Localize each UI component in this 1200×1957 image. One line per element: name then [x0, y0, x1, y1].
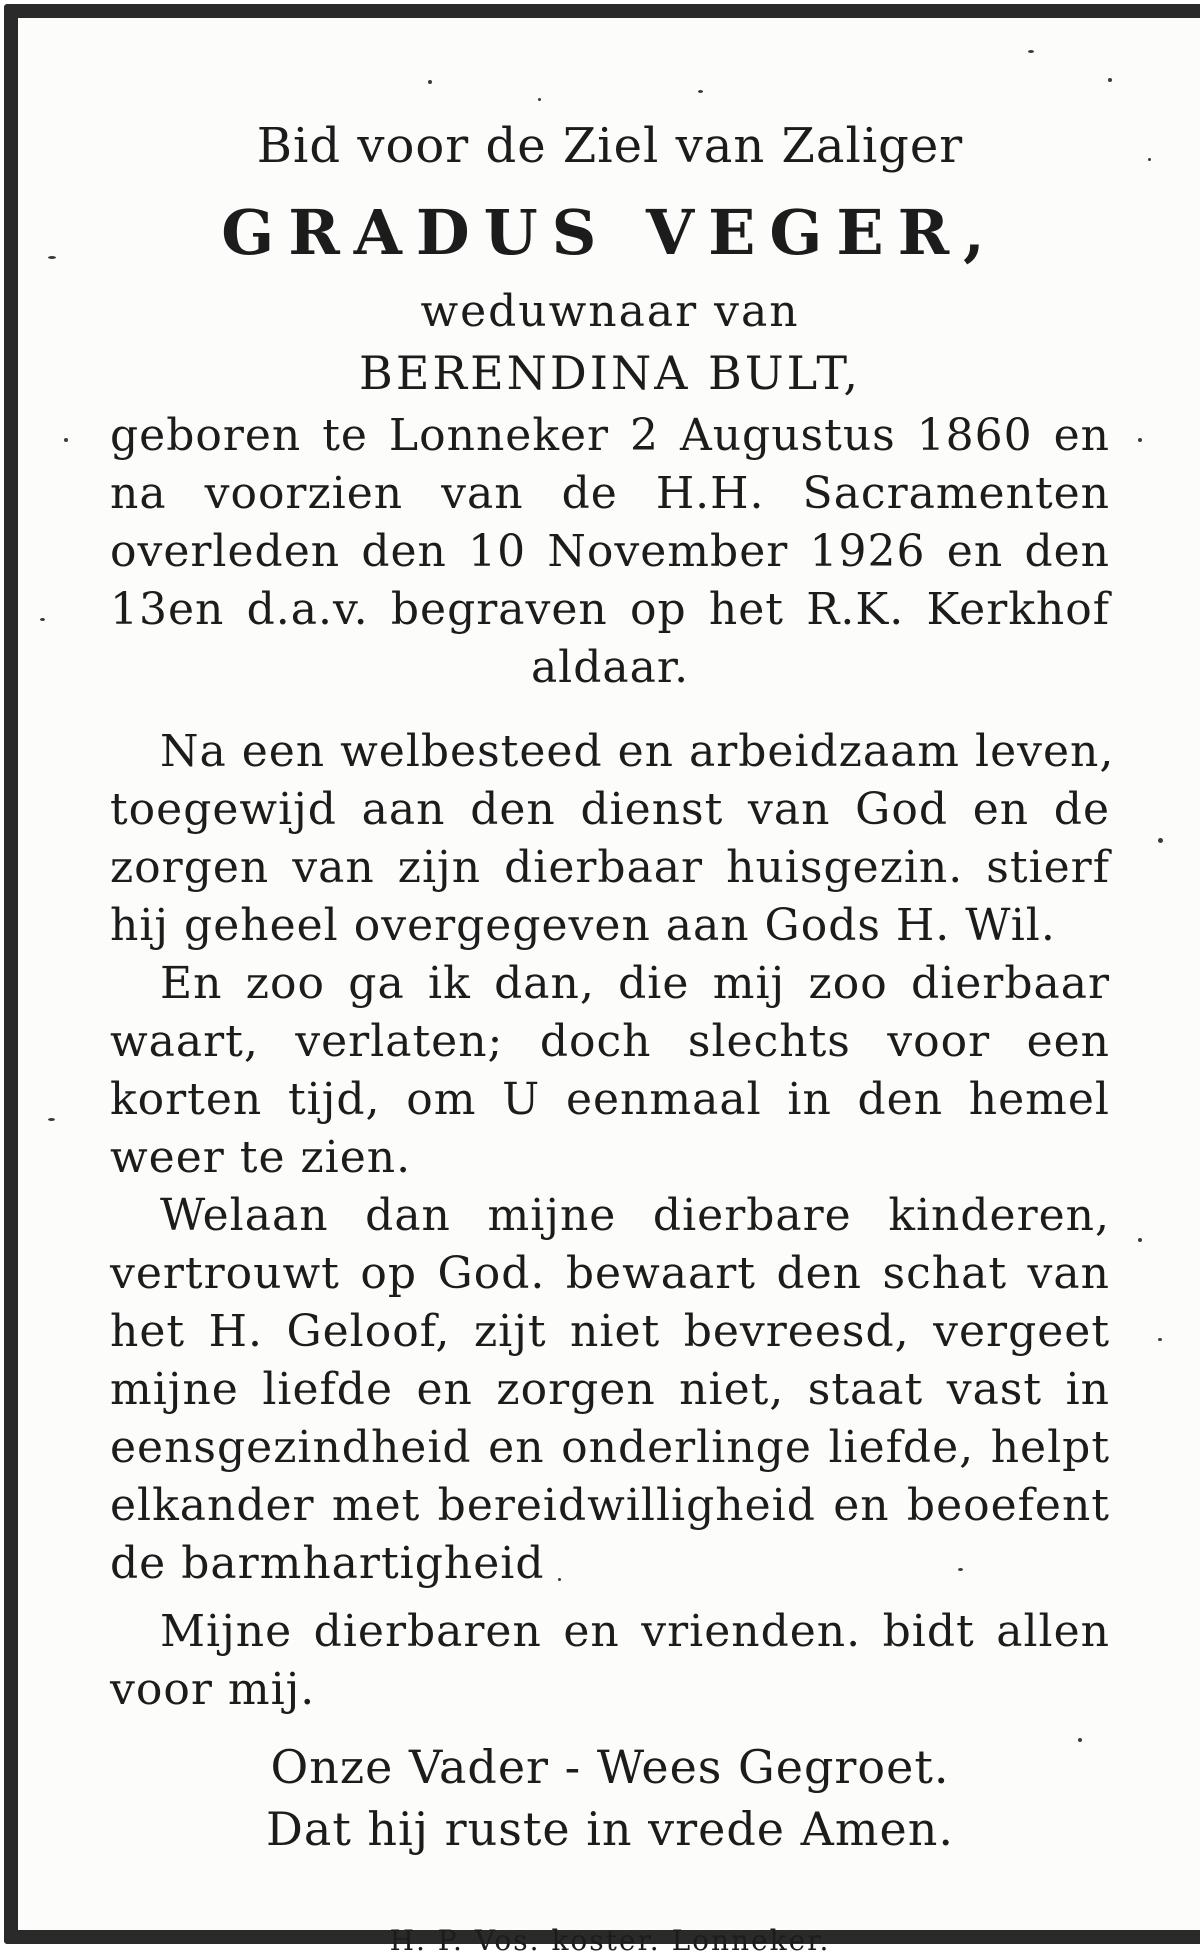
paragraph-line: hij geheel overgegeven aan Gods H. Wil. — [110, 900, 1056, 951]
paragraph-line: toegewijd aan den dienst van God en de — [110, 784, 1110, 835]
printer-credit: H. P. Vos. koster. Lonneker. — [389, 1924, 831, 1957]
deceased-name: GRADUS VEGER, — [221, 196, 999, 269]
relation-text: weduwnaar van — [420, 286, 800, 337]
paragraph-line: mijne liefde en zorgen niet, staat vast in — [110, 1364, 1110, 1415]
paragraph-line: korten tijd, om U eenmaal in den hemel — [110, 1074, 1110, 1125]
paragraph-line: eensgezindheid en onderlinge liefde, helpt — [110, 1422, 1110, 1473]
paragraph-line: Mijne dierbaren en vrienden. bidt allen — [160, 1606, 1110, 1657]
paragraph-line: het H. Geloof, zijt niet bevreesd, vergeet — [110, 1306, 1110, 1357]
paragraph-line: weer te zien. — [110, 1132, 412, 1183]
paragraph-line: elkander met bereidwilligheid en beoefent — [110, 1480, 1110, 1531]
paragraph-line: waart, verlaten; doch slechts voor een — [110, 1016, 1110, 1067]
paragraph-line: vertrouwt op God. bewaart den schat van — [110, 1248, 1110, 1299]
paragraph-line: voor mij. — [110, 1664, 316, 1715]
bio-line: geboren te Lonneker 2 Augustus 1860 en — [110, 410, 1110, 461]
card-paper — [18, 18, 1200, 1957]
card-border — [4, 4, 1200, 1957]
paragraph-line: Welaan dan mijne dierbare kinderen, — [160, 1190, 1110, 1241]
bio-line: na voorzien van de H.H. Sacramenten — [110, 468, 1110, 519]
prayer-line: Onze Vader - Wees Gegroet. — [270, 1740, 950, 1794]
paragraph-line: zorgen van zijn dierbaar huisgezin. stierf — [110, 842, 1110, 893]
prayer-line: Dat hij ruste in vrede Amen. — [266, 1802, 954, 1856]
bio-line: 13en d.a.v. begraven op het R.K. Kerkhof — [110, 584, 1110, 635]
paragraph-line: En zoo ga ik dan, die mij zoo dierbaar — [160, 958, 1110, 1009]
bio-line: overleden den 10 November 1926 en den — [110, 526, 1110, 577]
paragraph-line: de barmhartigheid — [110, 1538, 545, 1589]
bio-line: aldaar. — [530, 642, 690, 693]
spouse-name: BERENDINA BULT, — [359, 346, 861, 400]
heading: Bid voor de Ziel van Zaliger — [256, 118, 964, 174]
paragraph-line: Na een welbesteed en arbeidzaam leven, — [160, 726, 1115, 777]
